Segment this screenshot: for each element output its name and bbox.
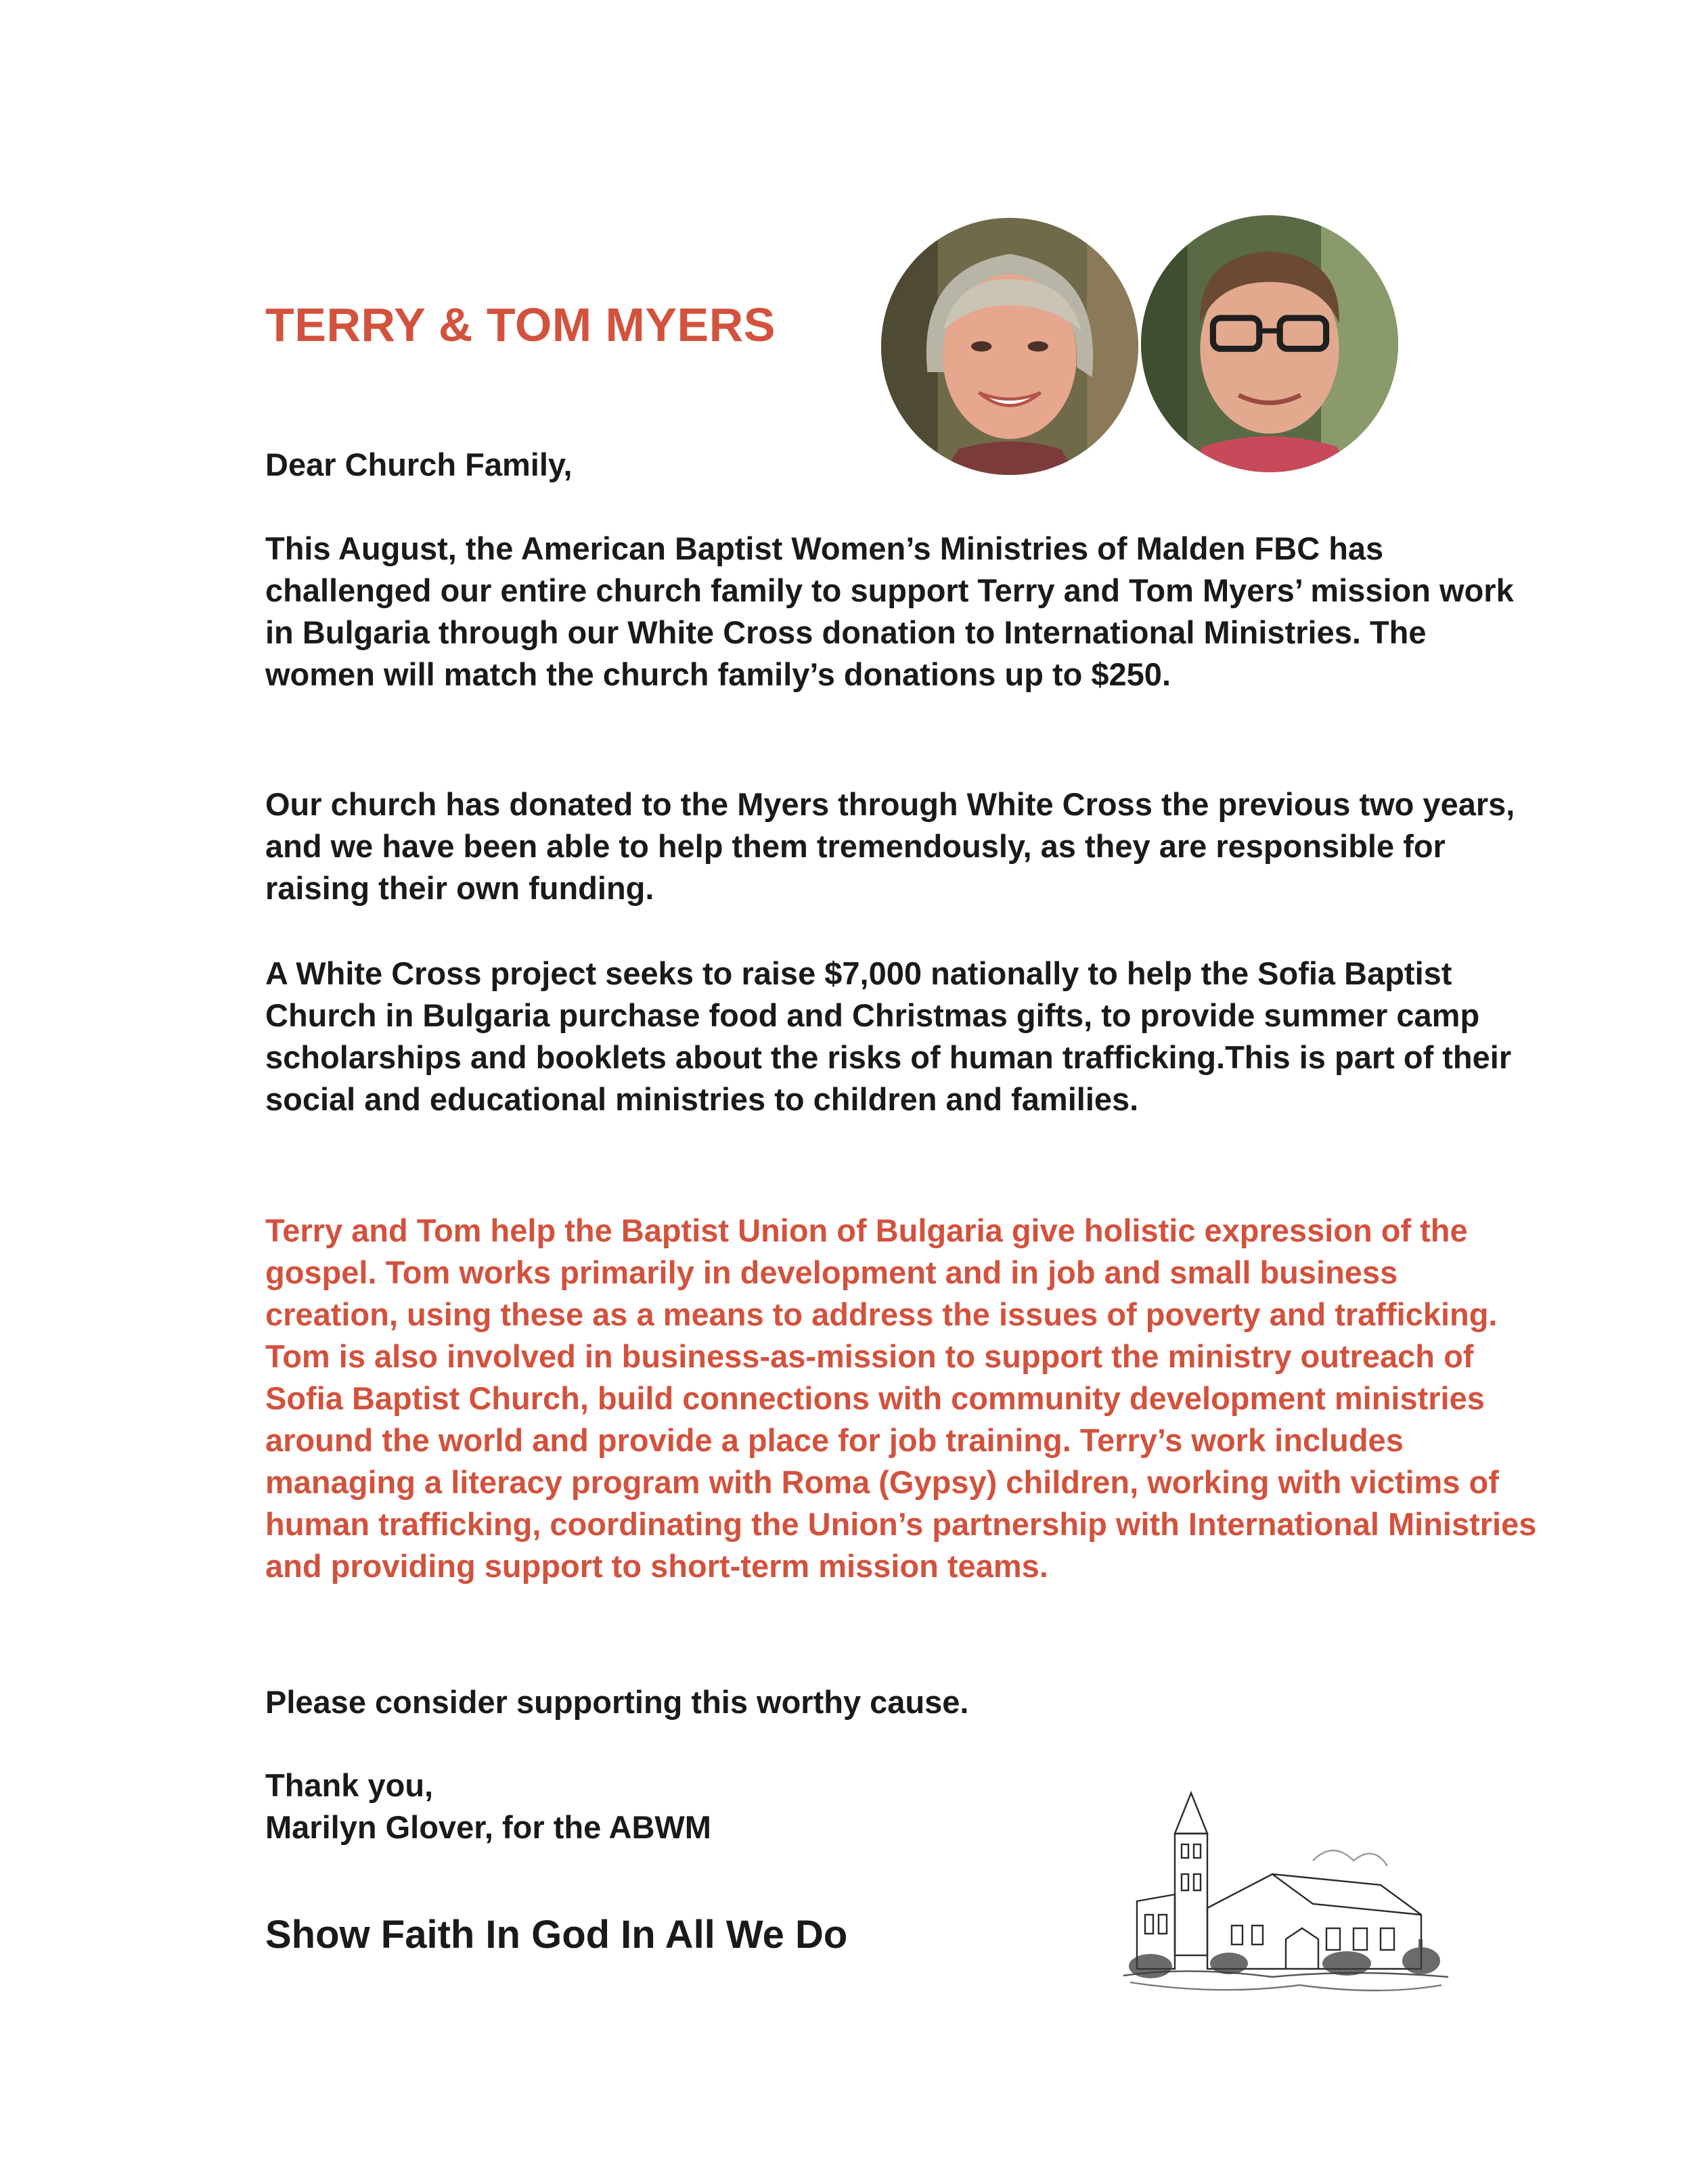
closing-thanks: Thank you,	[265, 1767, 434, 1803]
man-portrait-icon	[1141, 215, 1398, 472]
salutation: Dear Church Family,	[265, 447, 573, 482]
letter-title: TERRY & TOM MYERS	[265, 298, 776, 351]
paragraph-mission-description: Terry and Tom help the Baptist Union of Bulgaria give holistic expression of the gospel. Tom works primarily in development and in job and small business creation, using these as a means to address the issues of poverty and trafficking. Tom is also involved in business-as-mission to support the ministry outreach of Sofia Baptist Church, build connections with community development ministries around the world and provide a place for job training. Terry’s work includes managing a literacy program with Roma (Gypsy) children, working with victims of human trafficking, coordinating the Union’s partnership with International Ministries and providing support to short-term mission teams.	[265, 1212, 1537, 1584]
closing-signer: Marilyn Glover, for the ABWM	[265, 1809, 711, 1845]
paragraph-challenge: This August, the American Baptist Women’s Ministries of Malden FBC has challenged our entire church family to support Terry and Tom Myers’ mission work in Bulgaria through our White Cross donation to International Ministries. The women will match the church family’s donations up to $250.	[265, 530, 1514, 692]
church-drawing	[1110, 1779, 1462, 2003]
paragraph-project: A White Cross project seeks to raise $7,000 nationally to help the Sofia Baptist Church in Bulgaria purchase food and Christmas gifts, to provide summer camp scholarships and booklets about the risks of human trafficking.This is part of their social and educational ministries to children and families.	[265, 955, 1512, 1117]
woman-portrait-icon	[881, 218, 1138, 475]
paragraph-appeal: Please consider supporting this worthy cause.	[265, 1684, 969, 1720]
paragraph-history: Our church has donated to the Myers through White Cross the previous two years, and we have been able to help them tremendously, as they are responsible for raising their own funding.	[265, 786, 1515, 906]
tom-portrait-photo	[1141, 215, 1398, 472]
church-building-icon	[1110, 1779, 1462, 2003]
church-motto: Show Faith In God In All We Do	[265, 1913, 848, 1957]
terry-portrait-photo	[881, 218, 1138, 475]
